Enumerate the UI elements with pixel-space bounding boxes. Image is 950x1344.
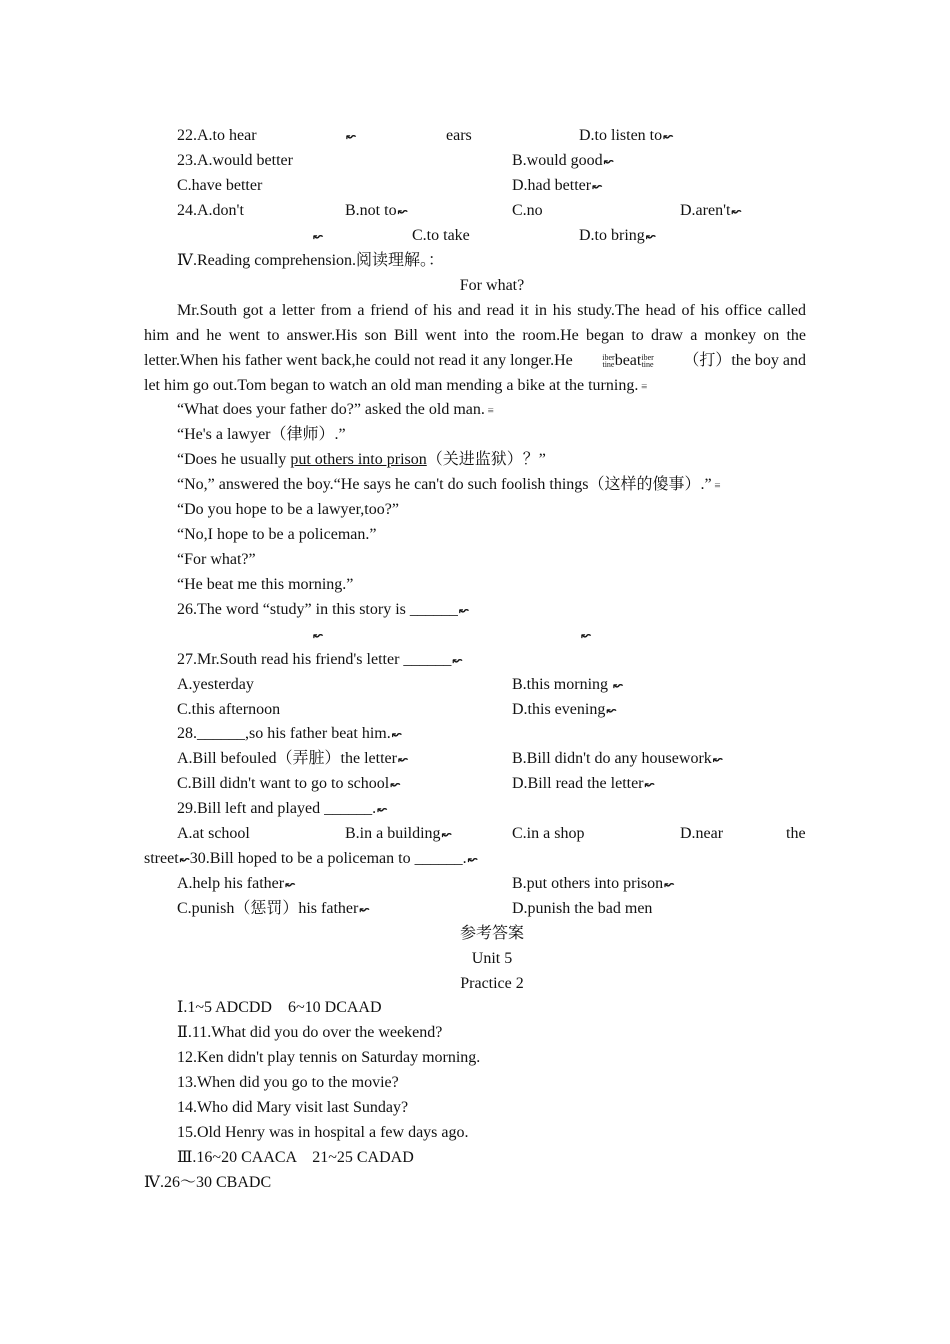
q28-b (512, 749, 723, 769)
option-text: C.Bill didn't want to go to school (177, 775, 390, 792)
q28-a (177, 749, 408, 769)
rabbit-mark-icon: ↜ (613, 678, 624, 693)
underlined-phrase: put others into prison (290, 451, 427, 468)
rabbit-mark-icon: ↜ (397, 204, 408, 219)
format-mark: iber tine (602, 353, 615, 370)
answer-line: Ⅳ.26～30 CBADC (144, 1174, 272, 1191)
rabbit-mark-icon: ↜ (664, 877, 675, 892)
answer-line: 12.Ken didn't play tennis on Saturday morning. (177, 1049, 481, 1066)
question-text: 26.The word “study” in this story is ______ (177, 601, 458, 618)
option-text: D.aren't (680, 202, 731, 219)
passage-line (144, 351, 806, 371)
rabbit-mark-icon: ↜ (313, 229, 324, 243)
q29-a: A.at school (177, 825, 250, 842)
q27-a: A.yesterday (177, 676, 254, 693)
passage-text: letter.When his father went back,he could not read it any longer.He (144, 352, 573, 369)
dialogue-line (177, 450, 546, 470)
q30-d: D.punish the bad men (512, 900, 653, 917)
rabbit-mark-icon: ↜ (285, 877, 296, 892)
q24-b (345, 201, 408, 221)
rabbit-mark-icon: ↜ (179, 852, 190, 867)
question-text: 27.Mr.South read his friend's letter ______ (177, 651, 452, 668)
rabbit-mark-icon: ↜ (467, 852, 478, 867)
q30-a (177, 874, 295, 894)
dialogue-line: “No,I hope to be a policeman.” (177, 526, 377, 543)
rabbit-mark-icon: ↜ (377, 802, 388, 817)
q30-c (177, 899, 369, 919)
option-text: D.to bring (579, 227, 645, 244)
option-text: B.not to (345, 202, 397, 219)
option-text: B.in a building (345, 825, 441, 842)
option-text: D.had better (512, 177, 592, 194)
q26-stem (177, 600, 469, 620)
q23-d (512, 176, 602, 196)
rabbit-mark-icon: ↜ (441, 827, 452, 842)
rabbit-mark-icon: ↜ (458, 603, 469, 618)
q22-a: 22.A.to hear (177, 127, 257, 144)
q29-b (345, 824, 452, 844)
q29-d: D.near (680, 825, 724, 842)
question-text: 30.Bill hoped to be a policeman to ______. (189, 850, 467, 867)
question-text: 29.Bill left and played ______. (177, 800, 377, 817)
answer-line: Ⅱ.11.What did you do over the weekend? (177, 1024, 443, 1041)
option-text: C.punish（惩罚）his father (177, 900, 359, 917)
format-mark: iber tine (641, 353, 654, 370)
dialogue-line: “Do you hope to be a lawyer,too?” (177, 501, 399, 518)
rabbit-mark-icon: ↜ (397, 752, 409, 767)
q29-c: C.in a shop (512, 825, 585, 842)
option-text: B.this morning (512, 676, 609, 693)
answers-unit: Unit 5 (471, 950, 513, 967)
q23-c: C.have better (177, 177, 263, 194)
rabbit-mark-icon: ↜ (452, 653, 463, 668)
answer-line: 13.When did you go to the movie? (177, 1074, 399, 1091)
word-beat: beat (614, 352, 642, 369)
answers-title: 参考答案 (459, 925, 524, 942)
passage-text: “What does your father do?” asked the old man. (177, 401, 485, 418)
rabbit-mark-icon: ↜ (731, 204, 742, 219)
q22-d (579, 126, 673, 146)
dialogue-line: “No,” answered the boy.“He says he can't do such foolish things（这样的傻事）.” ≡ (177, 476, 721, 493)
option-text: D.to listen to (579, 127, 663, 144)
rabbit-mark-icon: ↜ (663, 129, 674, 144)
passage-title: For what? (459, 277, 525, 294)
answers-practice: Practice 2 (460, 975, 524, 992)
q30-b (512, 874, 674, 894)
q29-stem (177, 799, 387, 819)
rabbit-mark-icon: ↜ (390, 777, 401, 792)
passage-text: let him go out.Tom began to watch an old man mending a bike at the turning. (144, 377, 639, 394)
answer-line: 14.Who did Mary visit last Sunday? (177, 1099, 409, 1116)
passage-text: （关进监狱）？” (426, 451, 546, 468)
rabbit-mark-icon: ↜ (603, 154, 614, 169)
dialogue-line: “He's a lawyer（律师）.” (177, 426, 346, 443)
option-text: street (144, 850, 179, 867)
rabbit-mark-icon: ↜ (592, 179, 603, 194)
q28-stem (177, 724, 402, 744)
q25-d (579, 226, 656, 246)
option-text: B.would good (512, 152, 603, 169)
q22-c: ears (446, 127, 472, 144)
q27-stem (177, 650, 462, 670)
rabbit-mark-icon: ↜ (359, 902, 370, 917)
option-text: D.this evening (512, 701, 606, 718)
rabbit-mark-icon: ↜ (644, 777, 655, 792)
rabbit-mark-icon: ↜ (645, 229, 656, 244)
question-text: 28.______,so his father beat him. (177, 725, 391, 742)
passage-text: “Does he usually (177, 451, 291, 468)
option-text: A.Bill befouled（弄脏）the letter (177, 750, 397, 767)
dialogue-line: “For what?” (177, 551, 256, 568)
q25-c: C.to take (412, 227, 470, 244)
rabbit-mark-icon: ↜ (606, 703, 617, 718)
passage-text: “No,” answered the boy.“He says he can't do such foolish things（这样的傻事）.” (177, 476, 712, 493)
q23-a: 23.A.would better (177, 152, 293, 169)
q27-c: C.this afternoon (177, 701, 281, 718)
q29-d-end-q30-stem (144, 849, 478, 869)
option-text: B.Bill didn't do any housework (512, 750, 712, 767)
q24-a: 24.A.don't (177, 202, 244, 219)
passage-line: let him go out.Tom began to watch an old man mending a bike at the turning. ≡ (144, 377, 648, 394)
option-text: A.help his father (177, 875, 285, 892)
q29-d-cont: the (786, 825, 806, 842)
rabbit-mark-icon: ↜ (391, 727, 402, 742)
option-text: D.Bill read the letter (512, 775, 644, 792)
answer-line: Ⅰ.1~5 ADCDD 6~10 DCAAD (177, 999, 382, 1016)
q27-b (512, 675, 623, 695)
answer-line: 15.Old Henry was in hospital a few days ago. (177, 1124, 469, 1141)
q24-d (680, 201, 741, 221)
passage-line: Mr.South got a letter from a friend of his and read it in his study.The head of his office called (177, 302, 806, 319)
q28-d (512, 774, 655, 794)
dialogue-line: “What does your father do?” asked the old man. ≡ (177, 401, 494, 418)
dialogue-line: “He beat me this morning.” (177, 576, 354, 593)
rabbit-mark-icon: ↜ (712, 752, 723, 767)
q24-c: C.no (512, 202, 543, 219)
answer-line: Ⅲ.16~20 CAACA 21~25 CADAD (177, 1149, 414, 1166)
passage-line: him and he went to answer.His son Bill went into the room.He began to draw a monkey on the (144, 327, 806, 344)
section-heading: Ⅳ.Reading comprehension.阅读理解。： (177, 252, 445, 269)
q27-d (512, 700, 616, 720)
passage-text: （打）the boy and (683, 352, 806, 369)
option-text: B.put others into prison (512, 875, 664, 892)
rabbit-mark-icon: ↜ (346, 129, 357, 143)
rabbit-mark-icon: ↜ (581, 628, 592, 642)
passage-text (602, 351, 654, 371)
q28-c (177, 774, 400, 794)
q23-b (512, 151, 614, 171)
rabbit-mark-icon: ↜ (313, 628, 324, 642)
